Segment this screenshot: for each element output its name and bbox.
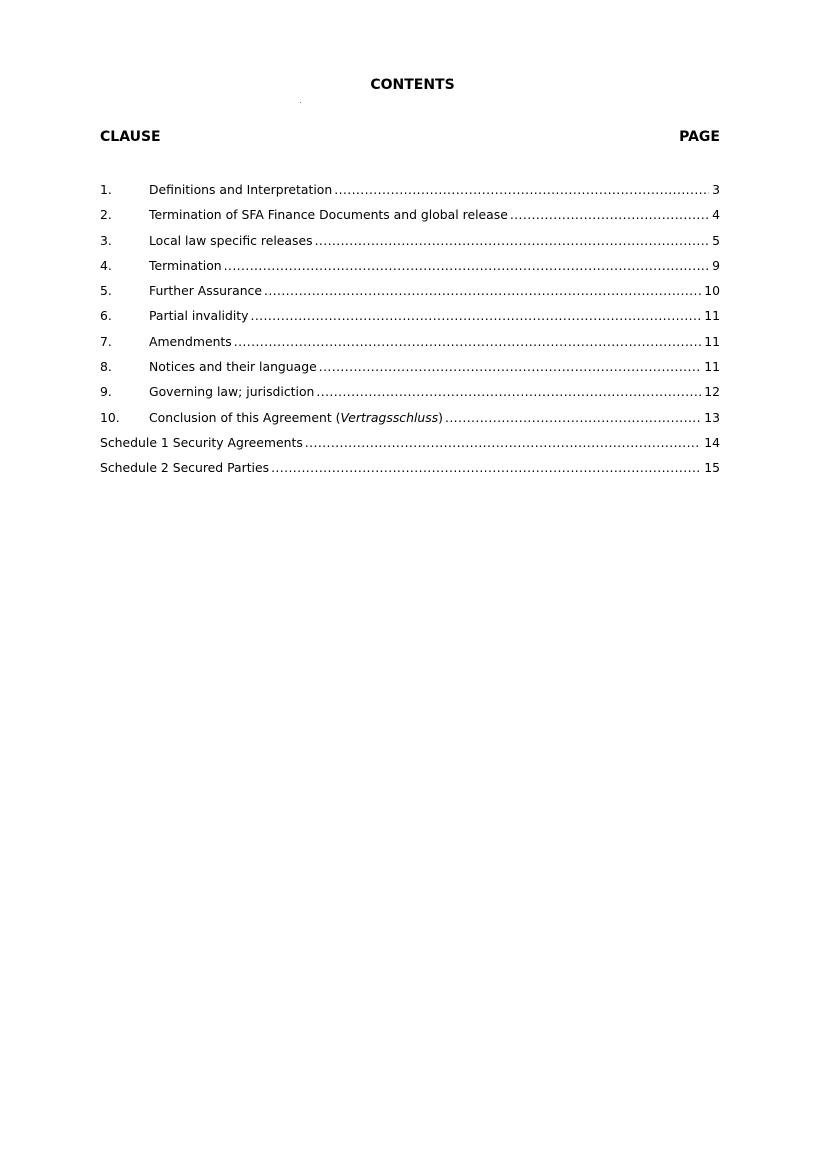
contents-title: CONTENTS xyxy=(370,77,455,93)
toc-entry-10[interactable] xyxy=(100,409,720,434)
toc-entry-title: Further Assurance xyxy=(149,283,262,299)
toc-entry-page: 15 xyxy=(704,460,720,476)
toc-entry-page: 11 xyxy=(704,359,720,375)
toc-dot-leader xyxy=(224,257,709,274)
toc-entry-title: Definitions and Interpretation xyxy=(149,182,333,197)
toc-entry-title: Partial invalidity xyxy=(149,308,249,324)
toc-entry-page: 11 xyxy=(704,308,720,324)
toc-entry-schedule-1[interactable] xyxy=(100,434,720,459)
toc-entry-5[interactable] xyxy=(100,282,720,307)
toc-entry-title: Conclusion of this Agreement (Vertragsschluss) xyxy=(149,409,443,425)
toc-entry-number: 10. xyxy=(100,409,120,425)
toc-entry-number: 6. xyxy=(100,308,112,324)
toc-entry-title: Governing law; jurisdiction xyxy=(149,384,315,400)
toc-entry-page: 9 xyxy=(712,257,720,273)
toc-dot-leader xyxy=(250,307,701,324)
toc-dot-leader xyxy=(271,459,701,476)
toc-entry-title: Amendments xyxy=(149,333,232,349)
toc-entry-number: 5. xyxy=(100,283,112,299)
toc-entry-number: 1. xyxy=(100,182,112,197)
toc-dot-leader xyxy=(510,206,709,223)
toc-entry-1[interactable] xyxy=(100,181,720,206)
toc-entry-page: 3 xyxy=(712,182,720,197)
toc-entry-4[interactable] xyxy=(100,257,720,282)
toc-entry-title: Schedule 2 Secured Parties xyxy=(100,460,270,476)
toc-entry-9[interactable] xyxy=(100,383,720,408)
toc-dot-leader xyxy=(305,434,701,451)
toc-dot-leader xyxy=(264,282,701,299)
toc-entry-number: 7. xyxy=(100,333,112,349)
toc-entry-number: 4. xyxy=(100,257,112,273)
toc-dot-leader xyxy=(315,232,710,249)
toc-dot-leader xyxy=(445,409,701,426)
toc-entry-number: 9. xyxy=(100,384,112,400)
toc-header xyxy=(100,128,720,146)
toc-dot-leader xyxy=(234,333,701,350)
toc-entry-page: 4 xyxy=(712,207,720,223)
toc-entry-page: 14 xyxy=(704,434,720,450)
toc-entry-8[interactable] xyxy=(100,358,720,383)
toc-entry-2[interactable] xyxy=(100,206,720,231)
toc-entry-title: Termination of SFA Finance Documents and global release xyxy=(149,207,508,223)
toc-entry-number: 8. xyxy=(100,359,112,375)
clause-heading: CLAUSE xyxy=(100,129,161,145)
toc-entry-number: 3. xyxy=(100,232,112,248)
toc-entry-7[interactable] xyxy=(100,333,720,358)
toc-entry-number: 2. xyxy=(100,207,112,223)
page-speck xyxy=(300,102,301,103)
toc-dot-leader xyxy=(319,358,701,375)
toc-dot-leader xyxy=(334,181,709,198)
toc-entry-6[interactable] xyxy=(100,307,720,332)
toc-entry-page: 13 xyxy=(704,409,720,425)
toc-entry-title: Notices and their language xyxy=(149,359,317,375)
toc-entry-title: Schedule 1 Security Agreements xyxy=(100,434,303,450)
toc-entry-3[interactable] xyxy=(100,232,720,257)
toc-entry-page: 10 xyxy=(704,283,720,299)
toc-entry-page: 11 xyxy=(704,333,720,349)
toc-entry-title: Local law specific releases xyxy=(149,232,313,248)
toc-entry-title: Termination xyxy=(149,257,222,273)
toc-list xyxy=(100,181,720,485)
toc-entry-page: 5 xyxy=(712,232,720,248)
toc-dot-leader xyxy=(316,383,701,400)
toc-entry-page: 12 xyxy=(704,384,720,400)
page-heading: PAGE xyxy=(679,129,720,145)
toc-entry-schedule-2[interactable] xyxy=(100,459,720,484)
